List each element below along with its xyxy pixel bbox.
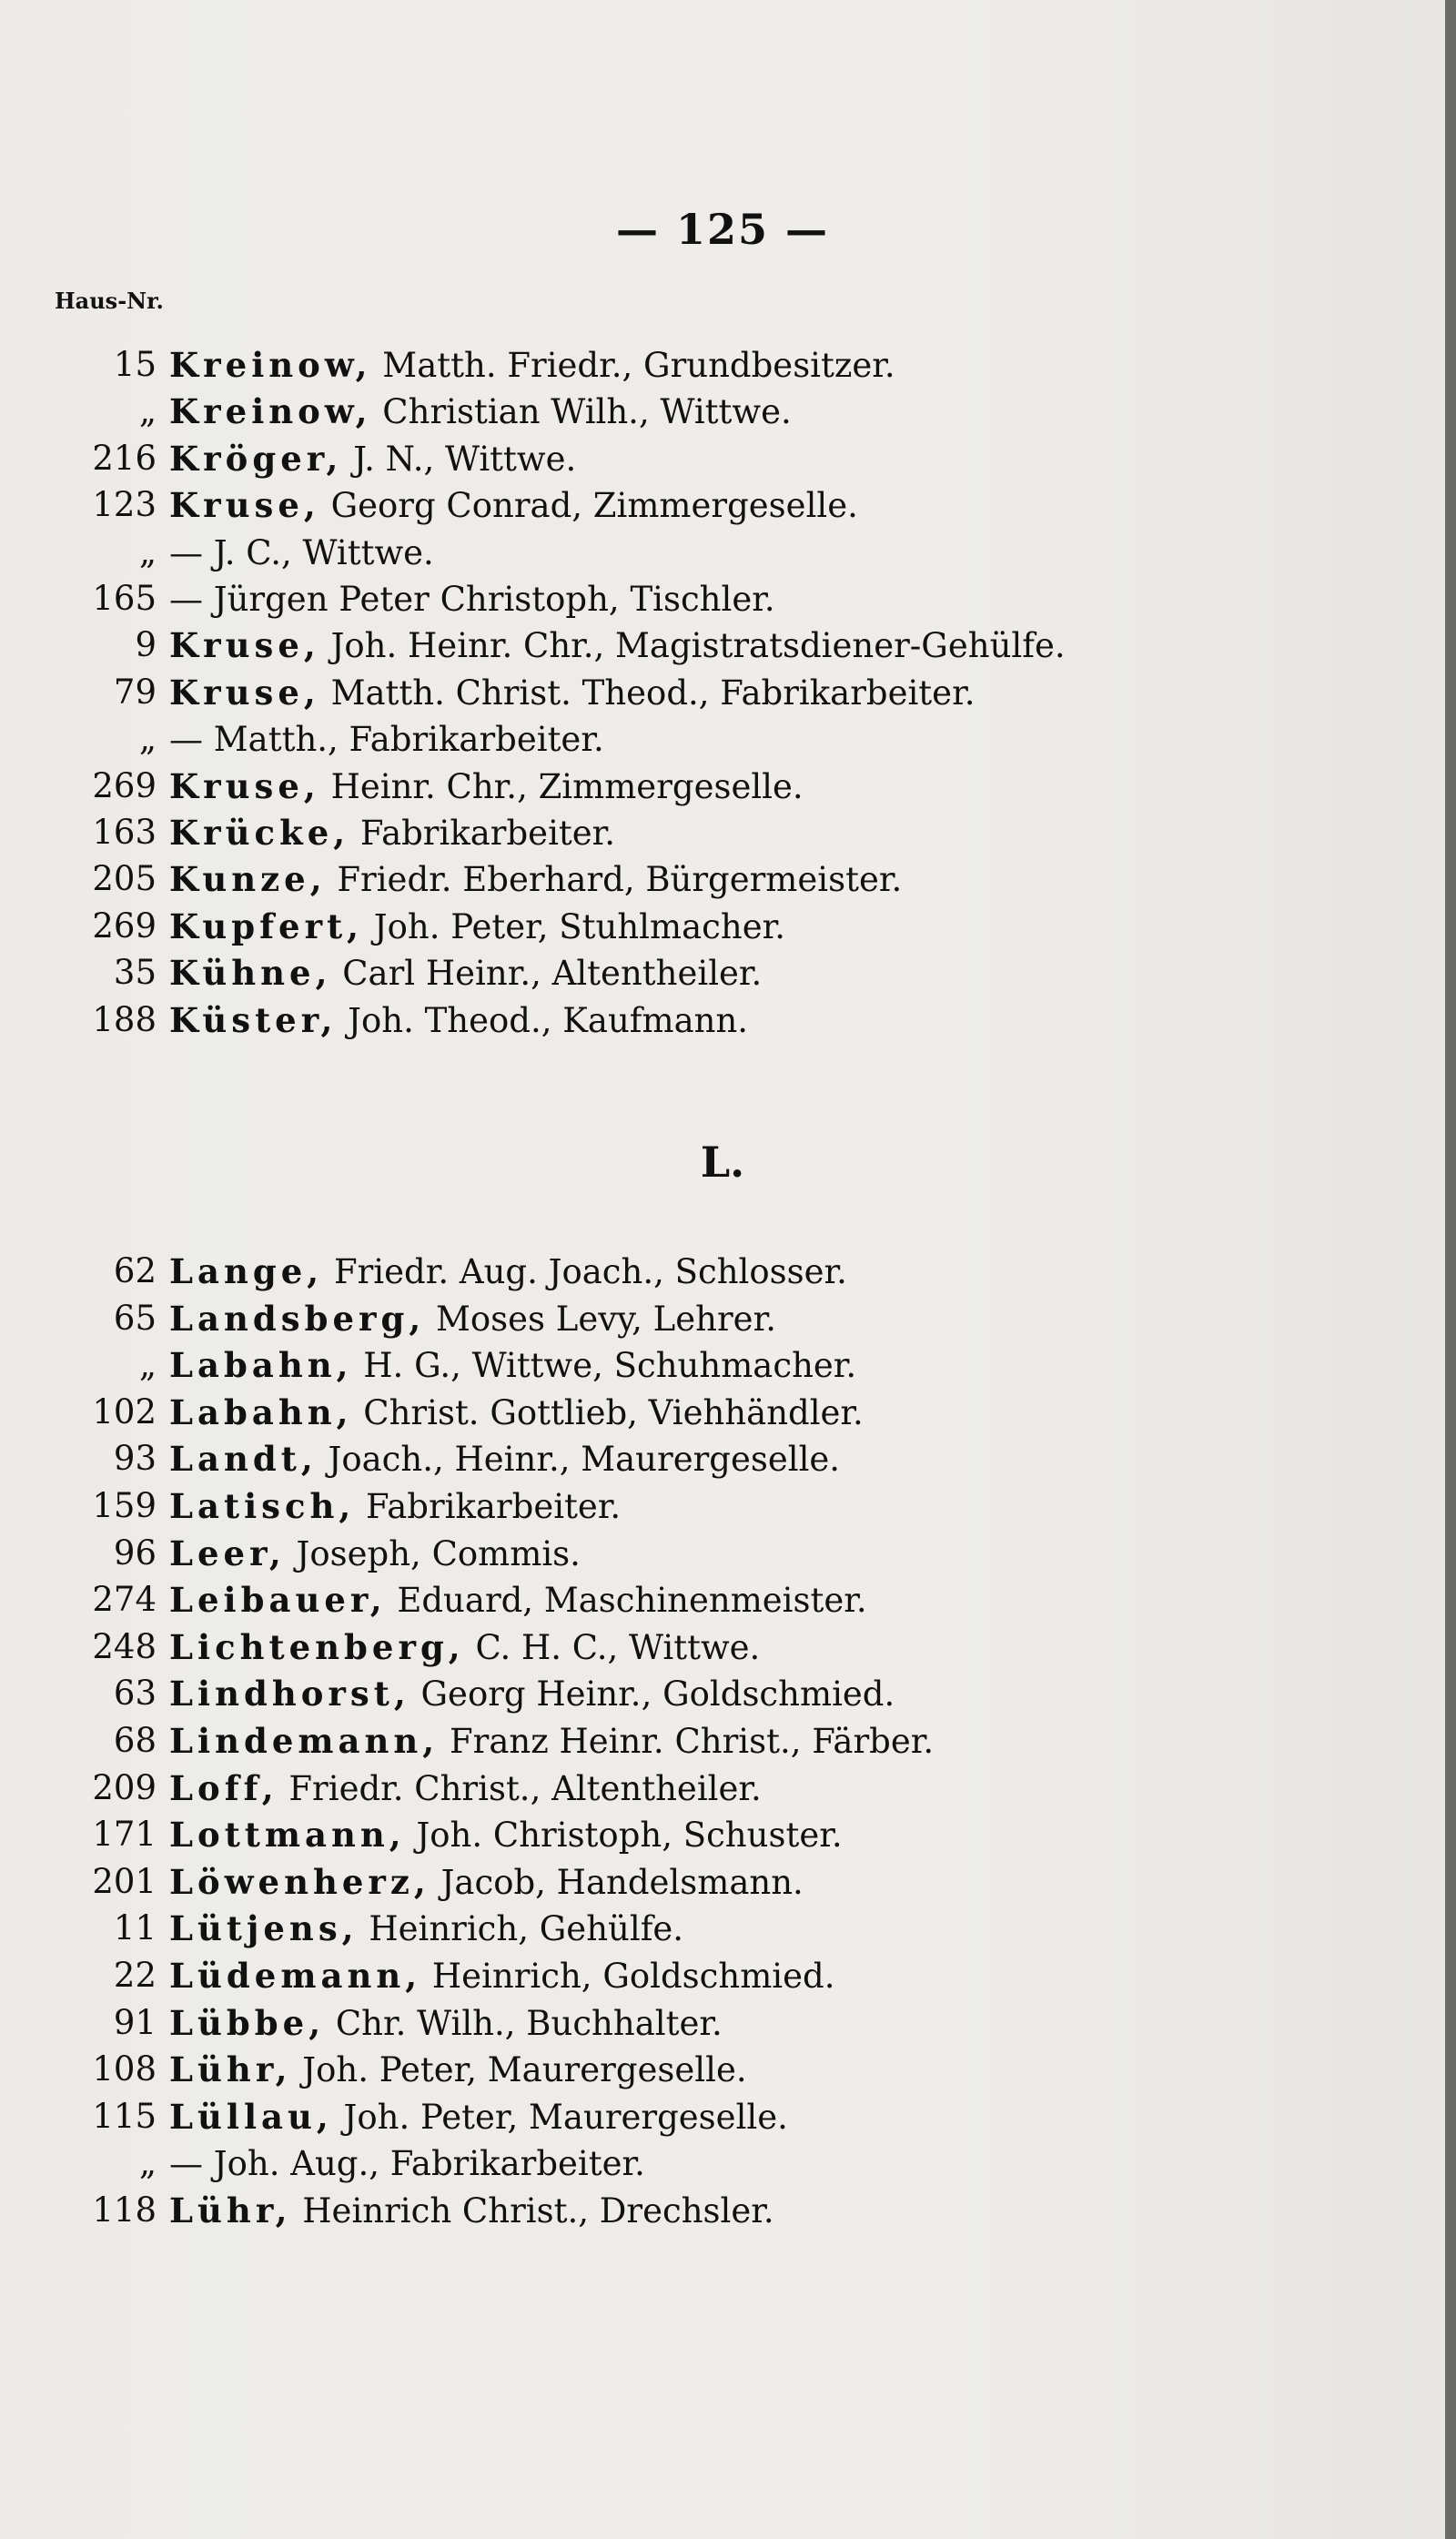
entry-details: Chr. Wilh., Buchhalter. bbox=[325, 2003, 723, 2043]
entry-details: Georg Conrad, Zimmergeselle. bbox=[319, 486, 858, 526]
surname: Kühne, bbox=[169, 953, 332, 994]
house-number: 171 bbox=[92, 1815, 157, 1855]
entry-text bbox=[169, 530, 434, 576]
entry-details: C. H. C., Wittwe. bbox=[464, 1627, 761, 1667]
entry-text bbox=[169, 342, 895, 389]
entry-details: Joh. Peter, Stuhlmacher. bbox=[363, 906, 785, 946]
surname: Kreinow, bbox=[169, 391, 372, 432]
entry-text bbox=[169, 389, 792, 435]
entry-text bbox=[169, 576, 775, 622]
entry-details: Matth. Friedr., Grundbesitzer. bbox=[371, 346, 895, 385]
surname: Lüdemann, bbox=[169, 1956, 422, 1996]
surname: Lühr, bbox=[169, 2190, 292, 2230]
entry-text bbox=[169, 2140, 645, 2187]
entry-details: Carl Heinr., Altentheiler. bbox=[331, 954, 763, 994]
entry-details: — Matth., Fabrikarbeiter. bbox=[169, 720, 604, 760]
entry-text bbox=[169, 2188, 774, 2234]
entry-details: Christian Wilh., Wittwe. bbox=[371, 392, 792, 432]
entry-text bbox=[169, 764, 804, 810]
entry-text bbox=[169, 1812, 843, 1858]
house-number: 216 bbox=[92, 438, 157, 478]
surname: Kruse, bbox=[169, 672, 320, 713]
entry-details: Matth. Christ. Theod., Fabrikarbeiter. bbox=[319, 673, 976, 713]
entry-text bbox=[169, 1390, 864, 1436]
surname: Labahn, bbox=[169, 1391, 353, 1432]
surname: Küster, bbox=[169, 999, 338, 1040]
house-number: 35 bbox=[113, 953, 157, 993]
house-number: 108 bbox=[92, 2049, 157, 2089]
entry-details: — Jürgen Peter Christoph, Tischler. bbox=[169, 580, 775, 619]
surname: Kruse, bbox=[169, 765, 320, 806]
entry-text bbox=[169, 950, 762, 996]
entry-details: Joh. Christoph, Schuster. bbox=[405, 1816, 843, 1856]
surname: Leer, bbox=[169, 1533, 286, 1573]
entry-details: Heinrich Christ., Drechsler. bbox=[291, 2191, 774, 2230]
entry-details: Joach., Heinr., Maurergeselle. bbox=[317, 1440, 841, 1480]
house-number: „ bbox=[138, 719, 157, 759]
house-number: 79 bbox=[113, 672, 157, 712]
entry-details: Eduard, Maschinenmeister. bbox=[386, 1581, 867, 1621]
entry-text bbox=[169, 1671, 895, 1717]
surname: Lüllau, bbox=[169, 2096, 333, 2137]
surname: Lottmann, bbox=[169, 1815, 406, 1856]
entry-details: — Joh. Aug., Fabrikarbeiter. bbox=[169, 2144, 645, 2184]
entry-text bbox=[169, 670, 975, 716]
entry-text bbox=[169, 2094, 788, 2140]
house-number: 201 bbox=[92, 1861, 157, 1901]
surname: Kröger, bbox=[169, 438, 343, 479]
entry-text bbox=[169, 2047, 747, 2093]
house-number: 15 bbox=[113, 345, 157, 384]
entry-details: Moses Levy, Lehrer. bbox=[425, 1299, 776, 1339]
house-number: 91 bbox=[113, 2002, 157, 2042]
surname: Labahn, bbox=[169, 1345, 353, 1386]
entry-text bbox=[169, 1906, 683, 1952]
house-number: 209 bbox=[92, 1767, 157, 1807]
surname: Kruse, bbox=[169, 625, 320, 666]
surname: Loff, bbox=[169, 1767, 278, 1808]
entry-details: Joh. Peter, Maurergeselle. bbox=[291, 2050, 747, 2090]
surname: Lindemann, bbox=[169, 1721, 440, 1761]
surname: Kupfert, bbox=[169, 905, 364, 946]
entry-details: Fabrikarbeiter. bbox=[349, 814, 616, 853]
house-number: 93 bbox=[113, 1439, 157, 1479]
surname: Kunze, bbox=[169, 859, 327, 900]
section-letter: L. bbox=[700, 1138, 745, 1187]
entry-details: Fabrikarbeiter. bbox=[355, 1487, 622, 1526]
entry-details: Heinrich, Goldschmied. bbox=[421, 1957, 835, 1996]
entry-details: Christ. Gottlieb, Viehhändler. bbox=[352, 1392, 864, 1432]
surname: Latisch, bbox=[169, 1486, 356, 1526]
entry-details: Joh. Peter, Maurergeselle. bbox=[332, 2097, 788, 2137]
entry-text bbox=[169, 622, 1066, 669]
house-number: 205 bbox=[92, 859, 157, 899]
entry-details: H. G., Wittwe, Schuhmacher. bbox=[352, 1346, 857, 1386]
entry-text bbox=[169, 997, 748, 1044]
house-number: 63 bbox=[113, 1674, 157, 1714]
entry-details: Joh. Heinr. Chr., Magistratsdiener-Gehülfe. bbox=[319, 626, 1066, 666]
surname: Landsberg, bbox=[169, 1298, 426, 1339]
house-number: 22 bbox=[113, 1956, 157, 1995]
entry-details: Franz Heinr. Christ., Färber. bbox=[439, 1722, 935, 1761]
surname: Lange, bbox=[169, 1251, 324, 1291]
house-number: 163 bbox=[92, 813, 157, 852]
entry-details: Friedr. Aug. Joach., Schlosser. bbox=[323, 1252, 847, 1291]
surname: Lindhorst, bbox=[169, 1674, 410, 1715]
house-number: 62 bbox=[113, 1251, 157, 1290]
entry-text bbox=[169, 1718, 934, 1765]
entry-details: Heinrich, Gehülfe. bbox=[358, 1909, 684, 1949]
house-number: 96 bbox=[113, 1533, 157, 1573]
entry-text bbox=[169, 1765, 762, 1812]
entry-text bbox=[169, 1531, 581, 1577]
entry-details: Joh. Theod., Kaufmann. bbox=[337, 1000, 749, 1040]
house-number: 9 bbox=[135, 625, 157, 665]
house-number: 269 bbox=[92, 765, 157, 805]
entry-details: Jacob, Handelsmann. bbox=[430, 1862, 804, 1902]
house-number-column-label: Haus-Nr. bbox=[55, 288, 164, 314]
surname: Kreinow, bbox=[169, 345, 372, 385]
entry-text bbox=[169, 904, 785, 950]
entry-text bbox=[169, 2000, 723, 2047]
entry-text bbox=[169, 1249, 847, 1295]
entry-text bbox=[169, 482, 858, 529]
surname: Lichtenberg, bbox=[169, 1626, 465, 1667]
entry-text bbox=[169, 1624, 760, 1671]
house-number: 165 bbox=[92, 579, 157, 618]
surname: Kruse, bbox=[169, 485, 320, 526]
entry-details: Joseph, Commis. bbox=[285, 1533, 581, 1573]
entry-details: Heinr. Chr., Zimmergeselle. bbox=[319, 766, 804, 806]
house-number: „ bbox=[138, 2143, 157, 2183]
house-number: 118 bbox=[92, 2190, 157, 2230]
surname: Leibauer, bbox=[169, 1580, 387, 1621]
entry-text bbox=[169, 1953, 834, 1999]
house-number: 11 bbox=[113, 1908, 157, 1948]
entry-text bbox=[169, 1296, 776, 1342]
entry-details: Friedr. Christ., Altentheiler. bbox=[278, 1768, 762, 1808]
surname: Krücke, bbox=[169, 813, 350, 853]
entry-text bbox=[169, 1342, 856, 1389]
house-number: „ bbox=[138, 391, 157, 431]
entry-text bbox=[169, 1483, 621, 1530]
house-number: 248 bbox=[92, 1626, 157, 1666]
entry-details: J. N., Wittwe. bbox=[342, 439, 577, 479]
entry-text bbox=[169, 716, 604, 763]
entry-details: — J. C., Wittwe. bbox=[169, 532, 434, 572]
entry-text bbox=[169, 1859, 804, 1906]
entry-text bbox=[169, 1436, 840, 1482]
surname: Lühr, bbox=[169, 2049, 292, 2090]
entry-text bbox=[169, 436, 576, 482]
house-number: 274 bbox=[92, 1580, 157, 1620]
entry-details: Georg Heinr., Goldschmied. bbox=[410, 1674, 895, 1715]
house-number: 68 bbox=[113, 1721, 157, 1760]
entry-text bbox=[169, 1577, 867, 1624]
page-edge bbox=[1445, 0, 1456, 2539]
surname: Löwenherz, bbox=[169, 1861, 430, 1902]
house-number: „ bbox=[138, 1345, 157, 1385]
house-number: 159 bbox=[92, 1486, 157, 1525]
house-number: 102 bbox=[92, 1391, 157, 1431]
surname: Landt, bbox=[169, 1439, 318, 1480]
house-number: 115 bbox=[92, 2096, 157, 2136]
surname: Lütjens, bbox=[169, 1908, 359, 1949]
page-number: — 125 — bbox=[615, 205, 830, 254]
surname: Lübbe, bbox=[169, 2002, 326, 2043]
entry-text bbox=[169, 810, 615, 856]
house-number: „ bbox=[138, 531, 157, 572]
entry-details: Friedr. Eberhard, Bürgermeister. bbox=[326, 860, 903, 900]
house-number: 269 bbox=[92, 905, 157, 946]
entry-text bbox=[169, 856, 902, 903]
house-number: 123 bbox=[92, 485, 157, 525]
house-number: 188 bbox=[92, 999, 157, 1039]
house-number: 65 bbox=[113, 1298, 157, 1338]
